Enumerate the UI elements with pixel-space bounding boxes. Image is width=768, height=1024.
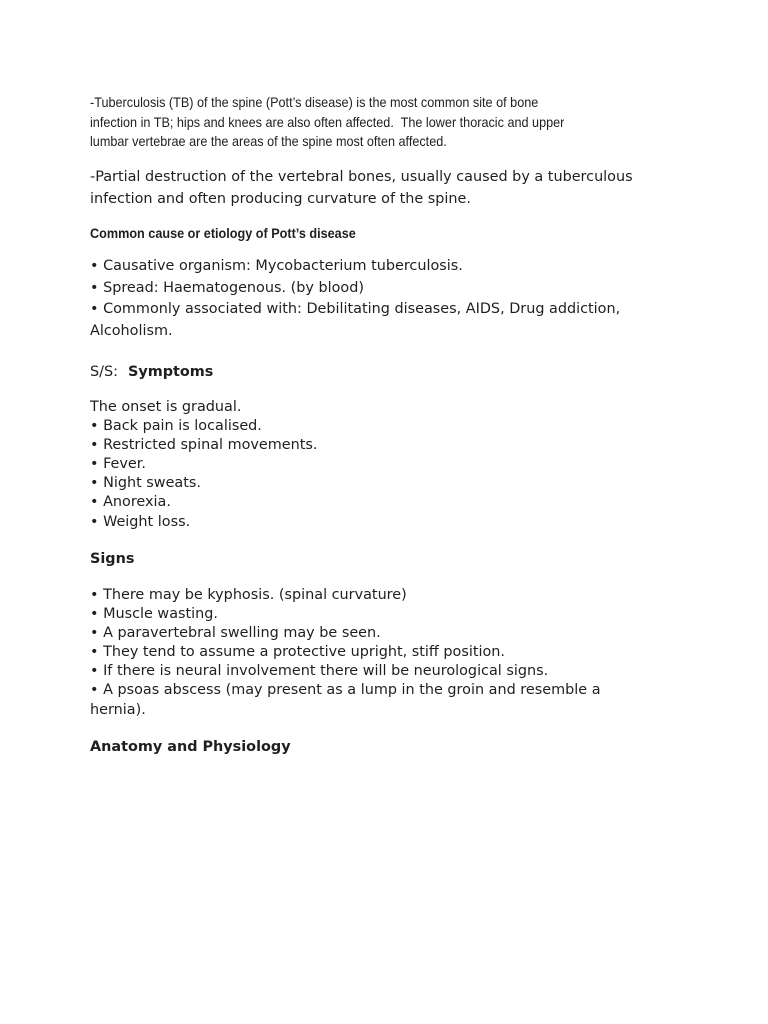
list-item: • Night sweats. (90, 475, 201, 492)
etiology-heading: Common cause or etiology of Pott’s disease (90, 226, 356, 241)
intro-line: infection in TB; hips and knees are also often affected. The lower thoracic and upper (90, 114, 565, 130)
anatomy-heading: Anatomy and Physiology (90, 739, 291, 755)
etiology-list (90, 256, 680, 342)
intro-line: -Tuberculosis (TB) of the spine (Pott’s disease) is the most common site of bone (90, 95, 539, 110)
list-item: • A psoas abscess (may present as a lump in the groin and resemble a hernia). (90, 682, 601, 718)
list-item: • Causative organism: Mycobacterium tuberculosis. (90, 258, 463, 274)
symptoms-list (90, 398, 680, 532)
symptoms-prefix: S/S: (90, 364, 118, 380)
list-item: • Restricted spinal movements. (90, 437, 318, 454)
list-item: • They tend to assume a protective upright, stiff position. (90, 644, 505, 661)
symptoms-heading (90, 362, 670, 382)
list-item: • Anorexia. (90, 494, 171, 511)
list-item: • There may be kyphosis. (spinal curvature) (90, 587, 407, 603)
signs-list (90, 586, 650, 720)
definition-line: infection and often producing curvature of the spine. (90, 190, 471, 207)
list-item: • If there is neural involvement there will be neurological signs. (90, 663, 549, 680)
definition-line: -Partial destruction of the vertebral bones, usually caused by a tuberculous (90, 169, 633, 185)
definition-paragraph (90, 167, 680, 210)
list-item: • Fever. (90, 456, 146, 473)
symptoms-title: Symptoms (127, 364, 214, 380)
symptoms-onset: The onset is gradual. (90, 399, 242, 415)
list-item: • Weight loss. (90, 513, 191, 530)
list-item: • Muscle wasting. (90, 606, 218, 623)
intro-paragraph (90, 93, 667, 152)
intro-line: lumbar vertebrae are the areas of the spine most often affected. (90, 134, 447, 149)
list-item: • A paravertebral swelling may be seen. (90, 625, 381, 642)
list-item: • Spread: Haematogenous. (by blood) (90, 279, 364, 296)
signs-heading: Signs (90, 551, 135, 567)
list-item: • Commonly associated with: Debilitating diseases, AIDS, Drug addiction, Alcoholism. (90, 301, 621, 339)
list-item: • Back pain is localised. (90, 418, 262, 435)
